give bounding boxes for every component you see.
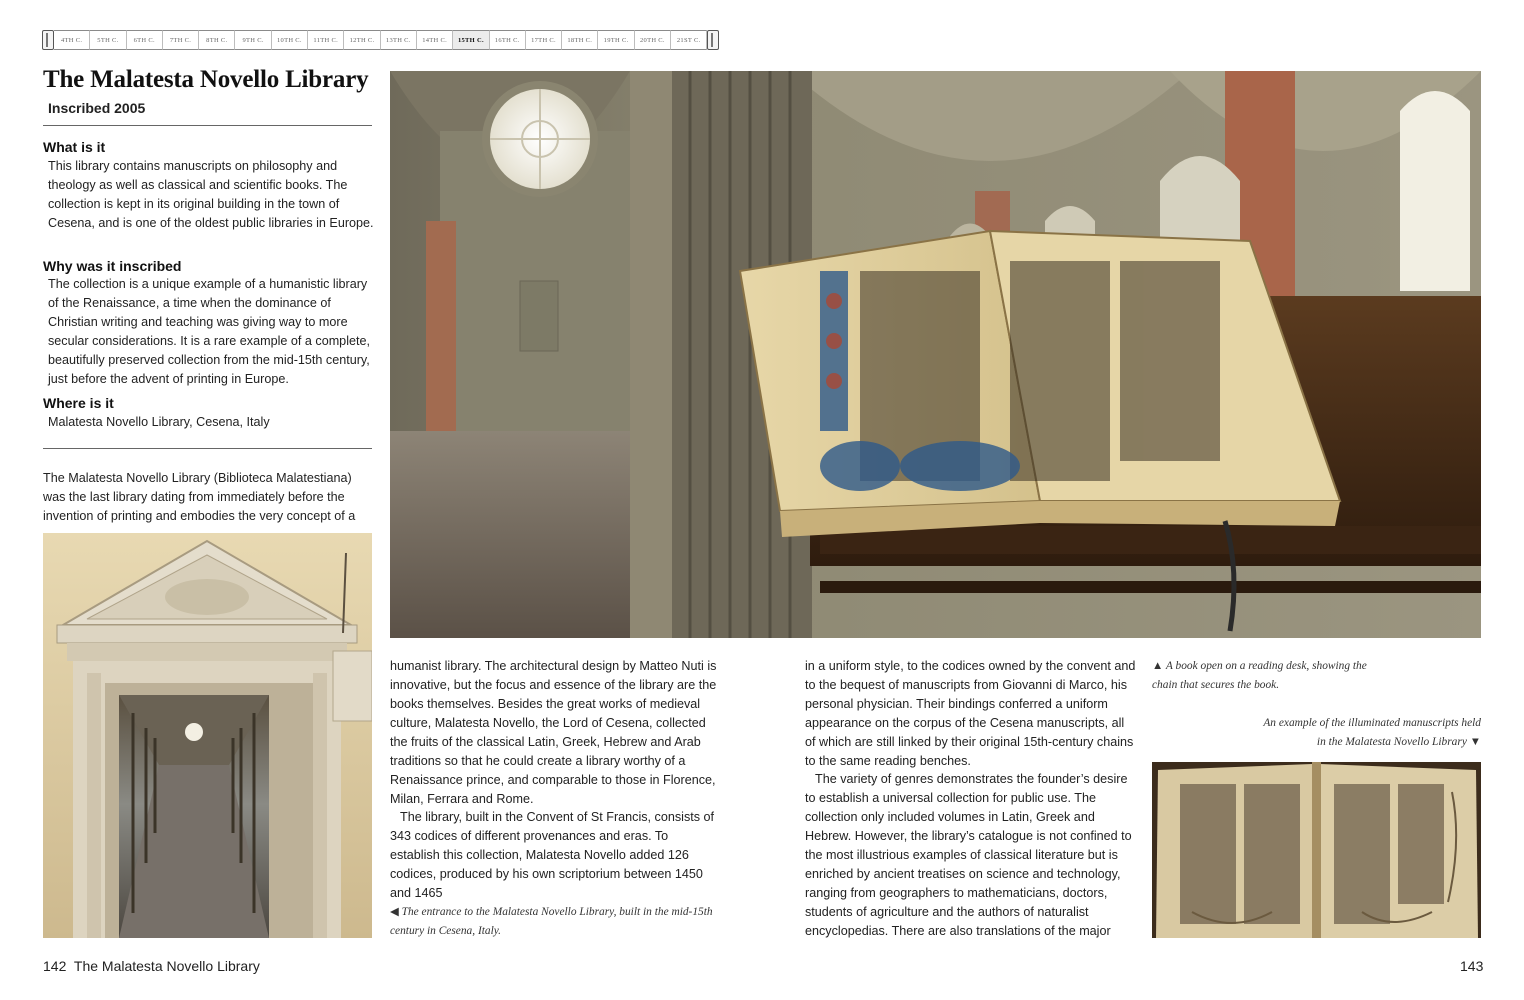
timeline-century: 17TH C. xyxy=(526,30,562,50)
right-page-number: 143 xyxy=(1460,958,1484,974)
timeline-scroll-right-cap xyxy=(707,30,719,50)
timeline-century: 19TH C. xyxy=(598,30,634,50)
timeline-century: 8TH C. xyxy=(199,30,235,50)
col3-paragraph-1: in a uniform style, to the codices owned by the convent and to the bequest of manuscripts from Giovanni di Marco, his personal physician. Their bindings conferred a uniform appearance on the corpus of the Cesena manuscripts, all of which are still linked by their original 15th-century chains to the same reading benches. xyxy=(805,659,1136,768)
timeline-century: 9TH C. xyxy=(235,30,271,50)
timeline-century: 5TH C. xyxy=(90,30,126,50)
divider xyxy=(43,448,372,449)
timeline-century: 20TH C. xyxy=(635,30,671,50)
timeline-century: 13TH C. xyxy=(381,30,417,50)
divider xyxy=(43,125,372,126)
timeline-century: 11TH C. xyxy=(308,30,344,50)
timeline-century: 10TH C. xyxy=(272,30,308,50)
col2-paragraph-2: The library, built in the Convent of St Francis, consists of 343 codices of different provenances and eras. To establish this collection, Malatesta Novello added 126 codices, produced by his own scriptorium between 1450 and 1465 xyxy=(390,810,715,900)
timeline-scroll-left-cap xyxy=(42,30,54,50)
why-text: The collection is a unique example of a humanistic library of the Renaissance, a time when the dominance of Christian writing and teaching was giving way to more secular considerations. It is a rare example of a complete, beautifully preserved collection from the mid-15th century, just before the advent of printing in Europe. xyxy=(48,277,370,386)
left-page-number: 142 xyxy=(43,958,67,974)
timeline-century: 16TH C. xyxy=(490,30,526,50)
book-caption: ▲ A book open on a reading desk, showing the chain that secures the book. xyxy=(1152,660,1367,691)
footer-left xyxy=(43,958,260,974)
running-title: The Malatesta Novello Library xyxy=(73,958,260,974)
reading-room-photo xyxy=(390,71,1481,638)
what-text: This library contains manuscripts on philosophy and theology as well as classical and scientific books. The collection is kept in its original building in the town of Cesena, and is one of the oldest public libraries in Europe. xyxy=(48,159,374,230)
col2-paragraph-1: humanist library. The architectural design by Matteo Nuti is innovative, but the focus and essence of the library are the books themselves. Besides the great works of medieval culture, Malatesta Novello, the Lord of Cesena, collected the fruits of the classical Latin, Greek, Hebrew and Arab traditions so that he could create a library worthy of a Renaissance prince, and comparable to those in Florence, Milan, Ferrara and Rome. xyxy=(390,659,717,806)
timeline-century: 4TH C. xyxy=(54,30,90,50)
where-text: Malatesta Novello Library, Cesena, Italy xyxy=(48,415,270,429)
intro-paragraph: The Malatesta Novello Library (Biblioteca Malatestiana) was the last library dating from immediately before the invention of printing and embodies the very concept of a xyxy=(43,471,356,523)
entrance-caption: ◀ The entrance to the Malatesta Novello Library, built in the mid-15th century in Cesena, Italy. xyxy=(390,906,713,937)
where-heading: Where is it xyxy=(43,395,114,411)
timeline-century: 6TH C. xyxy=(127,30,163,50)
what-heading: What is it xyxy=(43,139,106,155)
manuscript-photo xyxy=(1152,762,1481,938)
col3-paragraph-2: The variety of genres demonstrates the founder’s desire to establish a universal collection for public use. The collection only included volumes in Latin, Greek and Hebrew. However, the library’s catalogue is not confined to the most illustrious examples of classical literature but is enriched by ancient treatises on science and technology, ranging from geographers to mathematicians, doctors, students of agriculture and the authors of naturalist encyclopedias. There are also translations of the major xyxy=(805,772,1132,938)
timeline-century: 21ST C. xyxy=(671,30,707,50)
entrance-photo xyxy=(43,533,372,938)
timeline-century: 15TH C. xyxy=(453,30,489,50)
inscription-year: Inscribed 2005 xyxy=(48,100,146,116)
timeline-century: 12TH C. xyxy=(344,30,380,50)
timeline-century: 18TH C. xyxy=(562,30,598,50)
timeline-century: 14TH C. xyxy=(417,30,453,50)
century-timeline xyxy=(42,30,719,50)
page-title: The Malatesta Novello Library xyxy=(43,66,369,93)
timeline-century: 7TH C. xyxy=(163,30,199,50)
manuscript-caption: An example of the illuminated manuscripts held in the Malatesta Novello Library ▼ xyxy=(1263,717,1481,748)
why-heading: Why was it inscribed xyxy=(43,258,182,274)
